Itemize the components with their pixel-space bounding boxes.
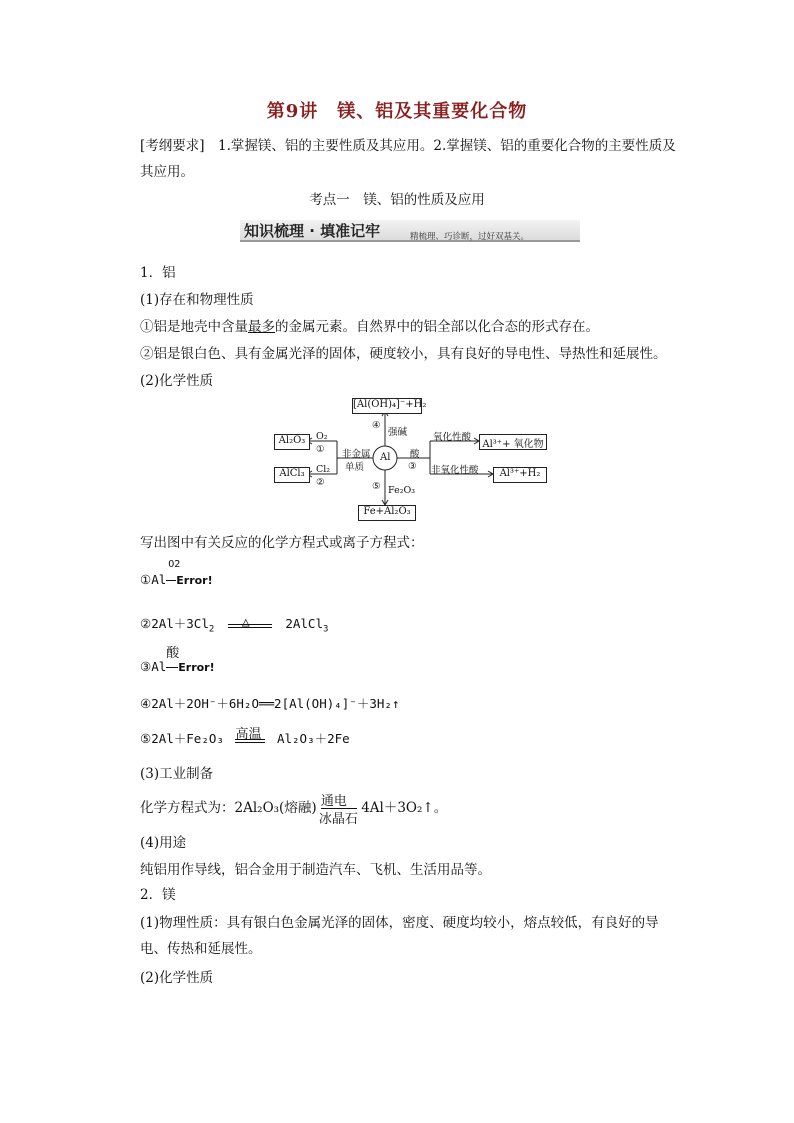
section-magnesium: 2．镁 (140, 887, 176, 903)
eq1-error: Error! (176, 574, 213, 587)
text-al-abundance (140, 317, 599, 337)
subsection-existence: (1)存在和物理性质 (140, 292, 254, 308)
page-title: 第9讲 镁、铝及其重要化合物 (266, 101, 528, 122)
eq5-cond: 高温 (235, 727, 262, 742)
industrial-equation (140, 794, 448, 827)
label-n2: ② (316, 477, 325, 488)
product-al2o3: Al₂O₃ (274, 434, 310, 450)
label-nonoxidizing-acid: 非氧化性酸 (431, 465, 479, 476)
subsection-mg-chemical: (2)化学性质 (140, 970, 214, 986)
eq1-top: O2 (168, 559, 181, 570)
label-n3: ③ (408, 461, 417, 472)
eq2-prefix: ②2Al＋3Cl (140, 616, 209, 631)
eq5-product: Al₂O₃＋2Fe (276, 731, 350, 746)
equation-5 (140, 729, 350, 749)
eq1-condition (166, 559, 181, 590)
product-alcl3: AlCl₃ (274, 467, 310, 483)
ind-top: 通电 (320, 794, 347, 809)
underlined-answer: 最多 (248, 319, 275, 335)
eq3-prefix: ③Al (140, 659, 167, 674)
label-o2: O₂ (316, 431, 328, 442)
subsection-uses: (4)用途 (140, 835, 187, 851)
equation-4: ④2Al＋2OH⁻＋6H₂O══2[Al(OH)₄]⁻＋3H₂↑ (140, 696, 400, 711)
label-n1: ① (316, 444, 325, 455)
product-fe: Fe+Al₂O₃ (358, 505, 416, 521)
text-al-properties: ②铝是银白色、具有金属光泽的固体，硬度较小，具有良好的导电性、导热性和延展性。 (140, 346, 667, 362)
subsection-industrial: (3)工业制备 (140, 766, 214, 782)
eq2-product: 2AlCl (285, 616, 323, 631)
banner-subtitle: 精梳理、巧诊断，过好双基关。 (410, 232, 530, 242)
center-al: Al (380, 452, 391, 463)
label-n5: ⑤ (372, 481, 381, 492)
equation-3 (140, 646, 215, 678)
eq1-prefix: ①Al (140, 572, 167, 587)
eq3-top: 酸 (166, 646, 180, 661)
eq3-error: Error! (178, 661, 215, 674)
instruction-write: 写出图中有关反应的化学方程式或离子方程式： (140, 535, 424, 551)
label-nonmetal: 非金属 (342, 449, 371, 460)
eq2-sub: 2 (208, 624, 215, 635)
label-fe2o3: Fe₂O₃ (388, 485, 416, 496)
product-aluminate: [Al(OH)₄]⁻+H₂ (352, 398, 422, 414)
equation-2 (140, 614, 328, 640)
label-n4: ④ (372, 420, 381, 431)
exam-requirements: [考纲要求] 1.掌握镁、铝的主要性质及其应用。2.掌握镁、铝的重要化合物的主要性质及其应用。 (140, 138, 676, 180)
text-part: ①铝是地壳中含量 (140, 319, 248, 335)
section-aluminum: 1．铝 (140, 265, 176, 281)
section-banner (240, 218, 580, 244)
ind-bottom: 冰晶石 (318, 812, 358, 827)
label-strong-base: 强碱 (388, 427, 408, 438)
ind-product: 4Al＋3O₂↑。 (361, 800, 448, 816)
ind-condition (318, 794, 358, 827)
eq2-cond: △ (241, 615, 250, 630)
topic-heading: 考点一 镁、铝的性质及应用 (309, 192, 485, 208)
label-element: 单质 (345, 462, 365, 473)
equation-1 (140, 559, 213, 591)
eq2-sub2: 3 (323, 624, 329, 635)
subsection-chemical: (2)化学性质 (140, 373, 214, 389)
text-part: 的金属元素。自然界中的铝全部以化合态的形式存在。 (275, 319, 599, 335)
eq5-condition (235, 727, 265, 743)
product-al-oxide: Al³⁺+ 氧化物 (479, 434, 547, 450)
label-acid: 酸 (410, 449, 420, 460)
eq3-condition (166, 646, 180, 677)
text-uses: 纯铝用作导线，铝合金用于制造汽车、飞机、生活用品等。 (140, 862, 491, 878)
eq2-condition (228, 615, 272, 630)
ind-prefix: 化学方程式为：2Al₂O₃(熔融) (140, 800, 317, 816)
banner-title: 知识梳理 · 填准记牢 (244, 222, 381, 240)
label-oxidizing-acid: 氧化性酸 (433, 432, 472, 443)
eq5-prefix: ⑤2Al＋Fe₂O₃ (140, 731, 224, 746)
label-cl2: Cl₂ (316, 464, 331, 475)
product-al-h2: Al³⁺+H₂ (493, 467, 547, 483)
text-mg-physical: (1)物理性质：具有银白色金属光泽的固体，密度、硬度均较小，熔点较低，有良好的导电、传热和延展性。 (140, 915, 659, 957)
reaction-diagram (270, 396, 550, 521)
